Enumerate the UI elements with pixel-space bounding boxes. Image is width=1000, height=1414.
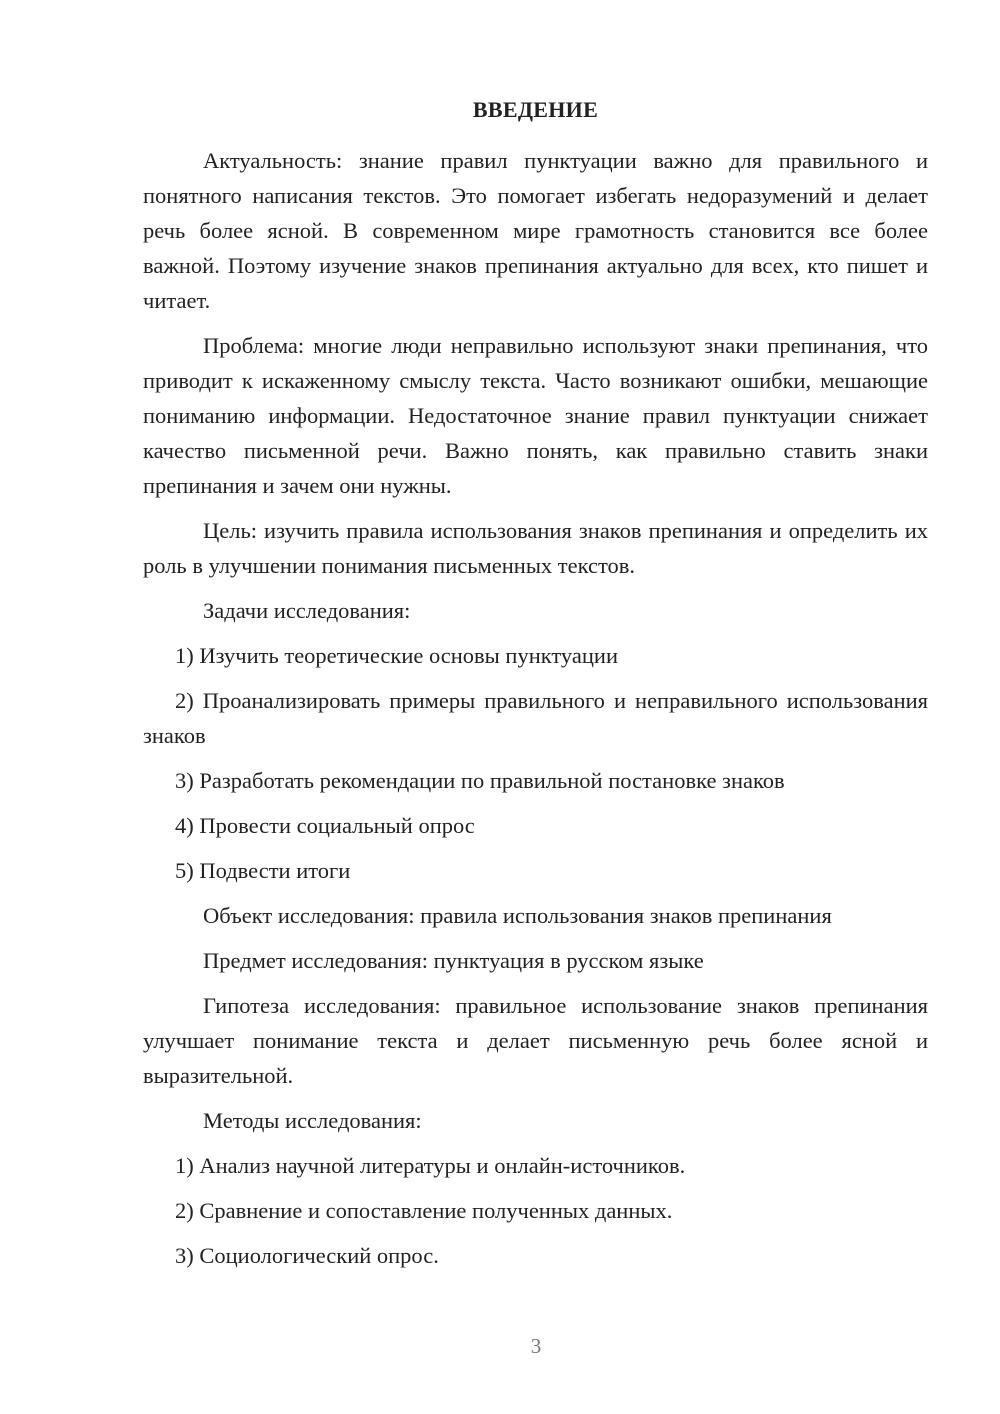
- method-item: 1) Анализ научной литературы и онлайн-источников.: [175, 1153, 686, 1178]
- task-item: 5) Подвести итоги: [175, 858, 351, 883]
- task-item: 4) Провести социальный опрос: [175, 813, 475, 838]
- document-page: [143, 96, 928, 1283]
- relevance-paragraph: Актуальность: знание правил пунктуации важно для правильного и понятного написания текстов. Это помогает избегать недоразумений и делает речь более ясной. В современном мире грамотность становится все более важной. Поэтому изучение знаков препинания актуально для всех, кто пишет и читает.: [143, 148, 928, 313]
- goal-paragraph: Цель: изучить правила использования знаков препинания и определить их роль в улучшении понимания письменных текстов.: [143, 518, 928, 578]
- task-item: 2) Проанализировать примеры правильного и неправильного использования знаков: [143, 688, 928, 748]
- object-paragraph: Объект исследования: правила использования знаков препинания: [203, 903, 832, 928]
- page-number: 3: [530, 1334, 542, 1358]
- task-item: 1) Изучить теоретические основы пунктуации: [175, 643, 618, 668]
- page-title: ВВЕДЕНИЕ: [472, 97, 599, 122]
- methods-heading: Методы исследования:: [203, 1108, 422, 1133]
- hypothesis-paragraph: Гипотеза исследования: правильное использование знаков препинания улучшает понимание текста и делает письменную речь более ясной и выразительной.: [143, 993, 928, 1088]
- method-item: 3) Социологический опрос.: [175, 1243, 439, 1268]
- method-item: 2) Сравнение и сопоставление полученных данных.: [175, 1198, 673, 1223]
- tasks-heading: Задачи исследования:: [203, 598, 411, 623]
- subject-paragraph: Предмет исследования: пунктуация в русском языке: [203, 948, 704, 973]
- task-item: 3) Разработать рекомендации по правильной постановке знаков: [175, 768, 785, 793]
- problem-paragraph: Проблема: многие люди неправильно используют знаки препинания, что приводит к искаженному смыслу текста. Часто возникают ошибки, мешающие пониманию информации. Недостаточное знание правил пунктуации снижает качество письменной речи. Важно понять, как правильно ставить знаки препинания и зачем они нужны.: [143, 333, 928, 498]
